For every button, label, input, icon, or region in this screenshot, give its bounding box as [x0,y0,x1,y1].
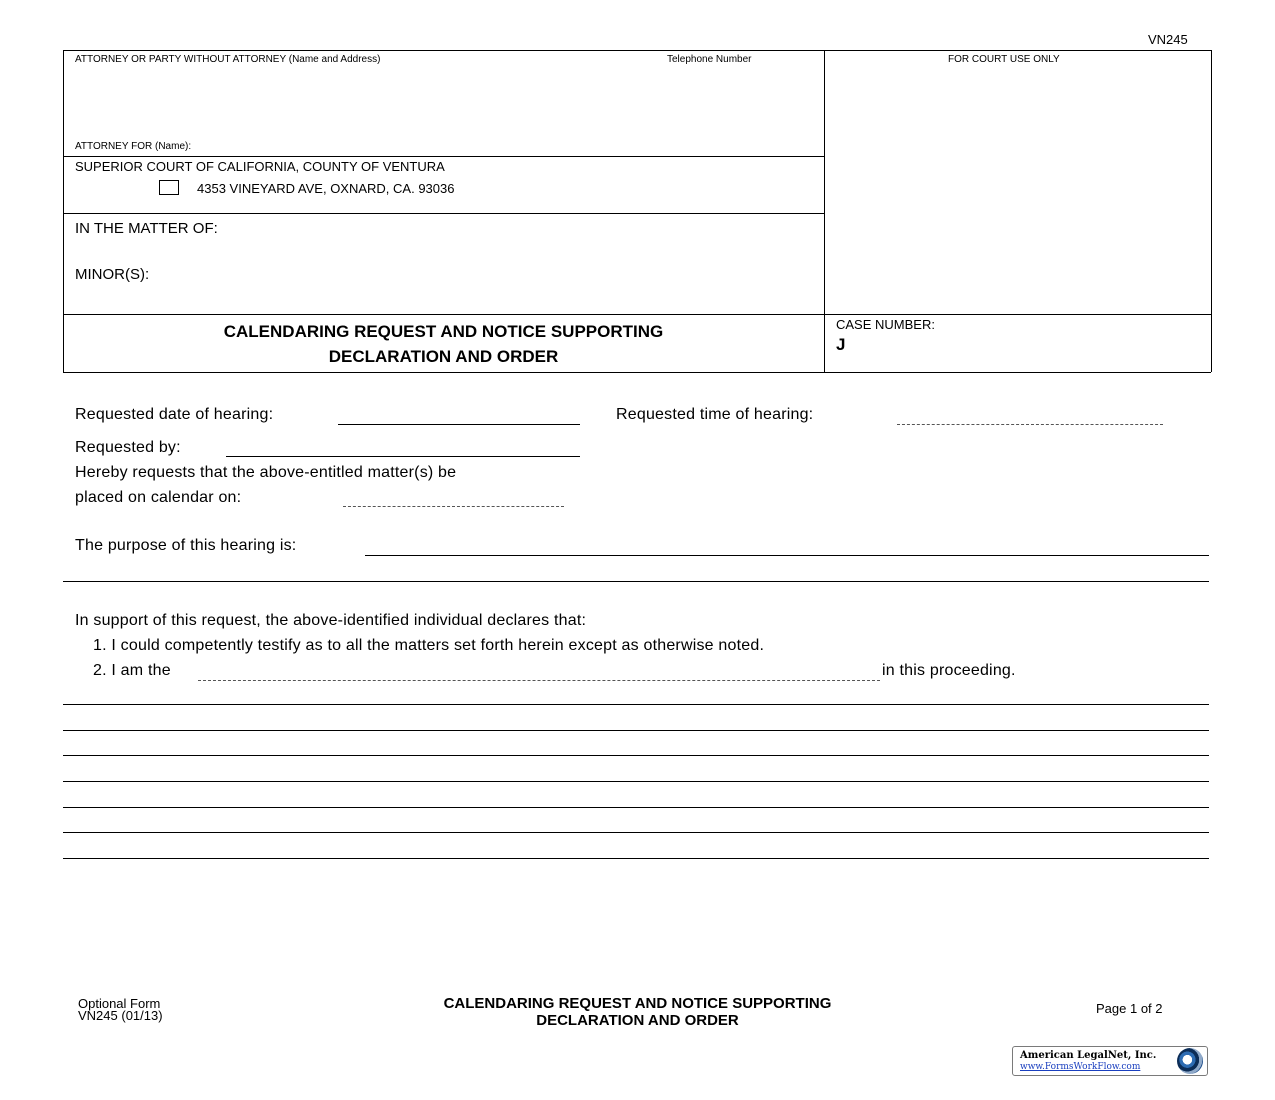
writing-line[interactable] [63,730,1209,731]
court-use-label: FOR COURT USE ONLY [948,54,1060,65]
attorney-section-divider [63,156,824,157]
form-title-line1: CALENDARING REQUEST AND NOTICE SUPPORTING [223,322,664,341]
writing-line[interactable] [63,832,1209,833]
placed-on-calendar-label: placed on calendar on: [75,489,242,506]
header-bottom-border [63,372,1211,373]
header-right-border [1211,50,1212,372]
requested-date-input[interactable] [338,406,580,425]
court-location-checkbox[interactable] [159,180,179,195]
attorney-for-label: ATTORNEY FOR (Name): [75,141,192,152]
court-address: 4353 VINEYARD AVE, OXNARD, CA. 93036 [197,181,455,196]
writing-line[interactable] [63,781,1209,782]
requested-by-input[interactable] [226,438,580,457]
publisher-name: American LegalNet, Inc. [1020,1050,1157,1061]
declarant-role-input[interactable] [198,662,880,681]
requested-time-label: Requested time of hearing: [616,406,814,423]
publisher-logo[interactable] [1012,1046,1208,1076]
header-divider [824,50,825,372]
form-title-line2: DECLARATION AND ORDER [328,347,559,366]
minors-label: MINOR(S): [75,266,150,283]
requested-by-label: Requested by: [75,439,181,456]
court-section-divider [63,213,824,214]
court-name: SUPERIOR COURT OF CALIFORNIA, COUNTY OF VENTURA [75,159,445,174]
publisher-url[interactable]: www.FormsWorkFlow.com [1020,1062,1141,1072]
writing-line[interactable] [63,807,1209,808]
footer-title-line1: CALENDARING REQUEST AND NOTICE SUPPORTING [443,995,832,1012]
purpose-label: The purpose of this hearing is: [75,537,297,554]
footer-form-revision: VN245 (01/13) [78,1008,163,1023]
form-id: VN245 [1148,32,1188,47]
telephone-label: Telephone Number [667,54,752,65]
attorney-label: ATTORNEY OR PARTY WITHOUT ATTORNEY (Name and Address) [75,54,381,65]
title-section-divider [63,314,1211,315]
declaration-item-2-prefix: 2. I am the [93,662,171,679]
footer-optional-form: Optional Form [78,996,161,1011]
case-number-value: J [836,335,846,354]
declaration-item-2-suffix: in this proceeding. [882,662,1016,679]
declaration-item-1: 1. I could competently testify as to all the matters set forth herein except as otherwise noted. [93,637,765,654]
purpose-input-line2[interactable] [63,563,1209,582]
calendar-date-input[interactable] [343,488,564,507]
header-top-border [63,50,1211,51]
case-number-label: CASE NUMBER: [836,317,935,332]
footer-title-line2: DECLARATION AND ORDER [536,1012,739,1029]
writing-line[interactable] [63,755,1209,756]
matter-label: IN THE MATTER OF: [75,220,218,237]
publisher-seal-icon [1177,1048,1203,1074]
declaration-intro: In support of this request, the above-identified individual declares that: [75,612,587,629]
requested-time-input[interactable] [897,406,1163,425]
purpose-input[interactable] [365,537,1209,556]
writing-line[interactable] [63,704,1209,705]
writing-line[interactable] [63,858,1209,859]
requested-date-label: Requested date of hearing: [75,406,274,423]
hereby-requests-text: Hereby requests that the above-entitled matter(s) be [75,464,457,481]
page-number: Page 1 of 2 [1096,1001,1163,1016]
